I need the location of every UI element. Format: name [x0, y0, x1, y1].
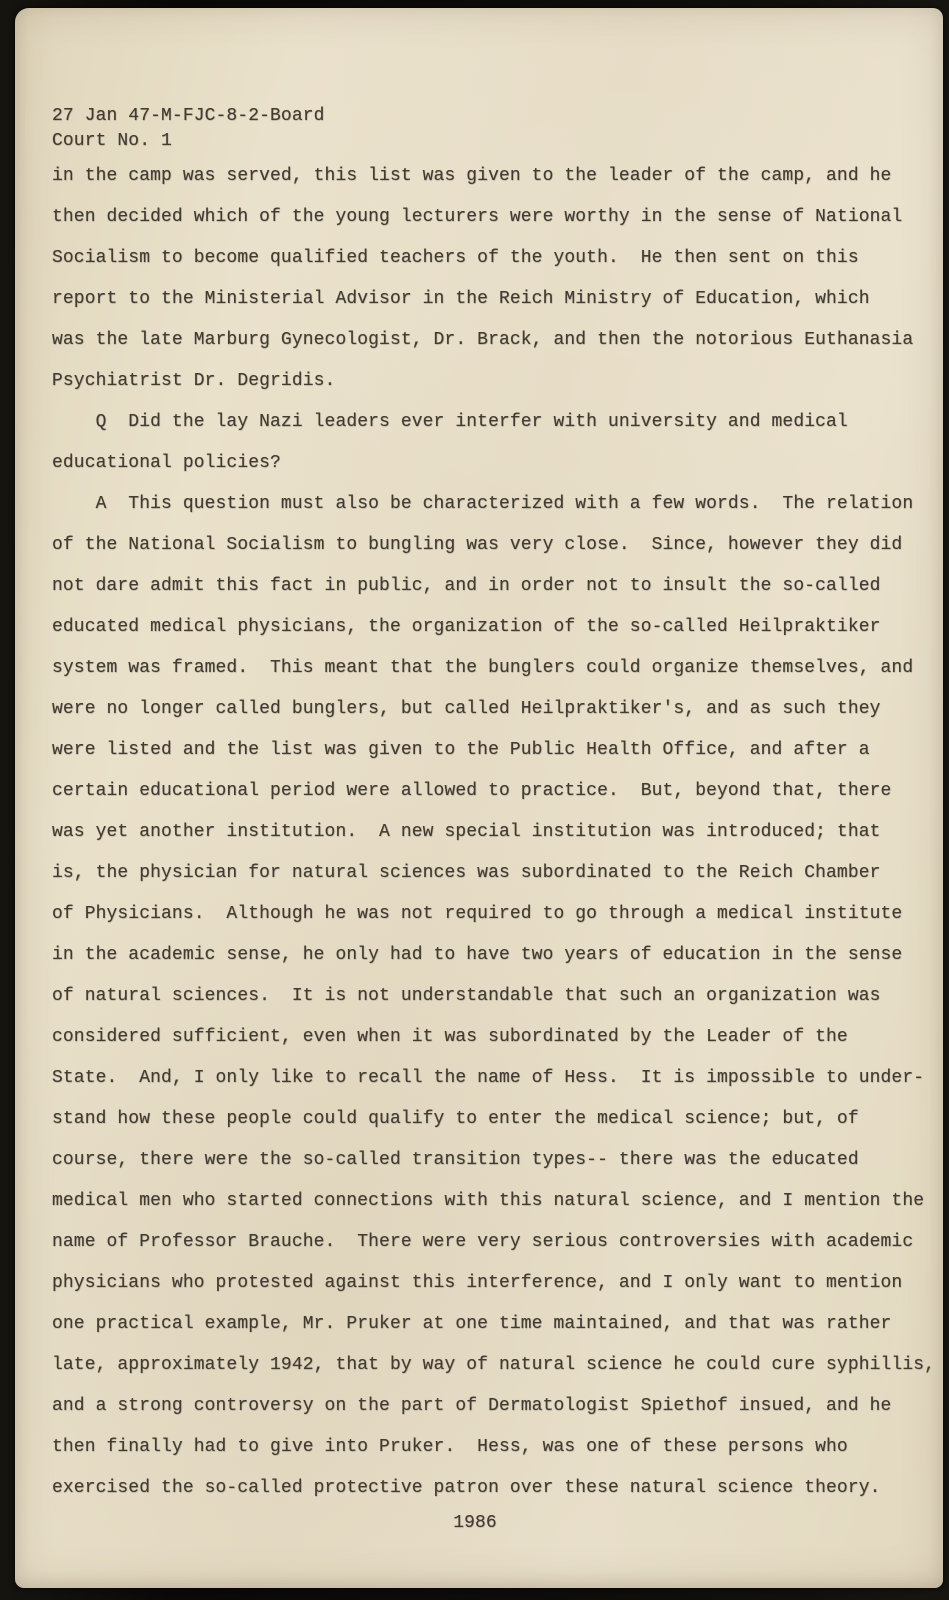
transcript-question-line: educational policies? — [52, 453, 281, 473]
transcript-line: State. And, I only like to recall the name of Hess. It is impossible to under- — [52, 1068, 925, 1088]
transcript-line: of Physicians. Although he was not required to go through a medical institute — [52, 904, 903, 924]
transcript-line: stand how these people could qualify to enter the medical science; but, of — [52, 1109, 859, 1129]
transcript-line: was yet another institution. A new special institution was introduced; that — [52, 822, 881, 842]
transcript-line: late, approximately 1942, that by way of natural science he could cure syphillis, — [52, 1355, 936, 1375]
transcript-line: report to the Ministerial Advisor in the Reich Ministry of Education, which — [52, 289, 870, 309]
transcript-answer-line: A This question must also be characterized with a few words. The relation — [52, 494, 914, 514]
transcript-line: is, the physician for natural sciences was subordinated to the Reich Chamber — [52, 863, 881, 883]
transcript-line: name of Professor Brauche. There were very serious controversies with academic — [52, 1232, 914, 1252]
transcript-line: in the academic sense, he only had to have two years of education in the sense — [52, 945, 903, 965]
transcript-line: certain educational period were allowed to practice. But, beyond that, there — [52, 781, 892, 801]
transcript-line: considered sufficient, even when it was subordinated by the Leader of the — [52, 1027, 848, 1047]
transcript-line: were listed and the list was given to the Public Health Office, and after a — [52, 740, 870, 760]
page-number: 1986 — [453, 1513, 497, 1533]
document-page — [15, 8, 943, 1588]
transcript-line: exercised the so-called protective patron over these natural science theory. — [52, 1478, 881, 1498]
transcript-line: one practical example, Mr. Pruker at one time maintained, and that was rather — [52, 1314, 892, 1334]
transcript-line: physicians who protested against this interference, and I only want to mention — [52, 1273, 903, 1293]
transcript-line: educated medical physicians, the organization of the so-called Heilpraktiker — [52, 617, 881, 637]
transcript-question-line: Q Did the lay Nazi leaders ever interfer with university and medical — [52, 412, 848, 432]
transcript-line: not dare admit this fact in public, and in order not to insult the so-called — [52, 576, 881, 596]
transcript-line: in the camp was served, this list was given to the leader of the camp, and he — [52, 166, 892, 186]
transcript-line: Psychiatrist Dr. Degridis. — [52, 371, 336, 391]
document-header — [52, 104, 932, 154]
transcript-line: was the late Marburg Gynecologist, Dr. Brack, and then the notorious Euthanasia — [52, 330, 914, 350]
transcript-line: medical men who started connections with this natural science, and I mention the — [52, 1191, 925, 1211]
transcript-body — [52, 156, 936, 1509]
transcript-line: course, there were the so-called transition types-- there was the educated — [52, 1150, 859, 1170]
header-docket-line: 27 Jan 47-M-FJC-8-2-Board — [52, 106, 325, 126]
transcript-line: of the National Socialism to bungling was very close. Since, however they did — [52, 535, 903, 555]
transcript-line: and a strong controversy on the part of Dermatologist Spiethof insued, and he — [52, 1396, 892, 1416]
document-content — [52, 8, 936, 1535]
transcript-line: system was framed. This meant that the bunglers could organize themselves, and — [52, 658, 914, 678]
transcript-line: of natural sciences. It is not understandable that such an organization was — [52, 986, 881, 1006]
transcript-line: were no longer called bunglers, but called Heilpraktiker's, and as such they — [52, 699, 881, 719]
transcript-line: Socialism to become qualified teachers of the youth. He then sent on this — [52, 248, 859, 268]
transcript-line: then finally had to give into Pruker. Hess, was one of these persons who — [52, 1437, 848, 1457]
header-court-line: Court No. 1 — [52, 131, 172, 151]
transcript-line: then decided which of the young lecturers were worthy in the sense of National — [52, 207, 903, 227]
